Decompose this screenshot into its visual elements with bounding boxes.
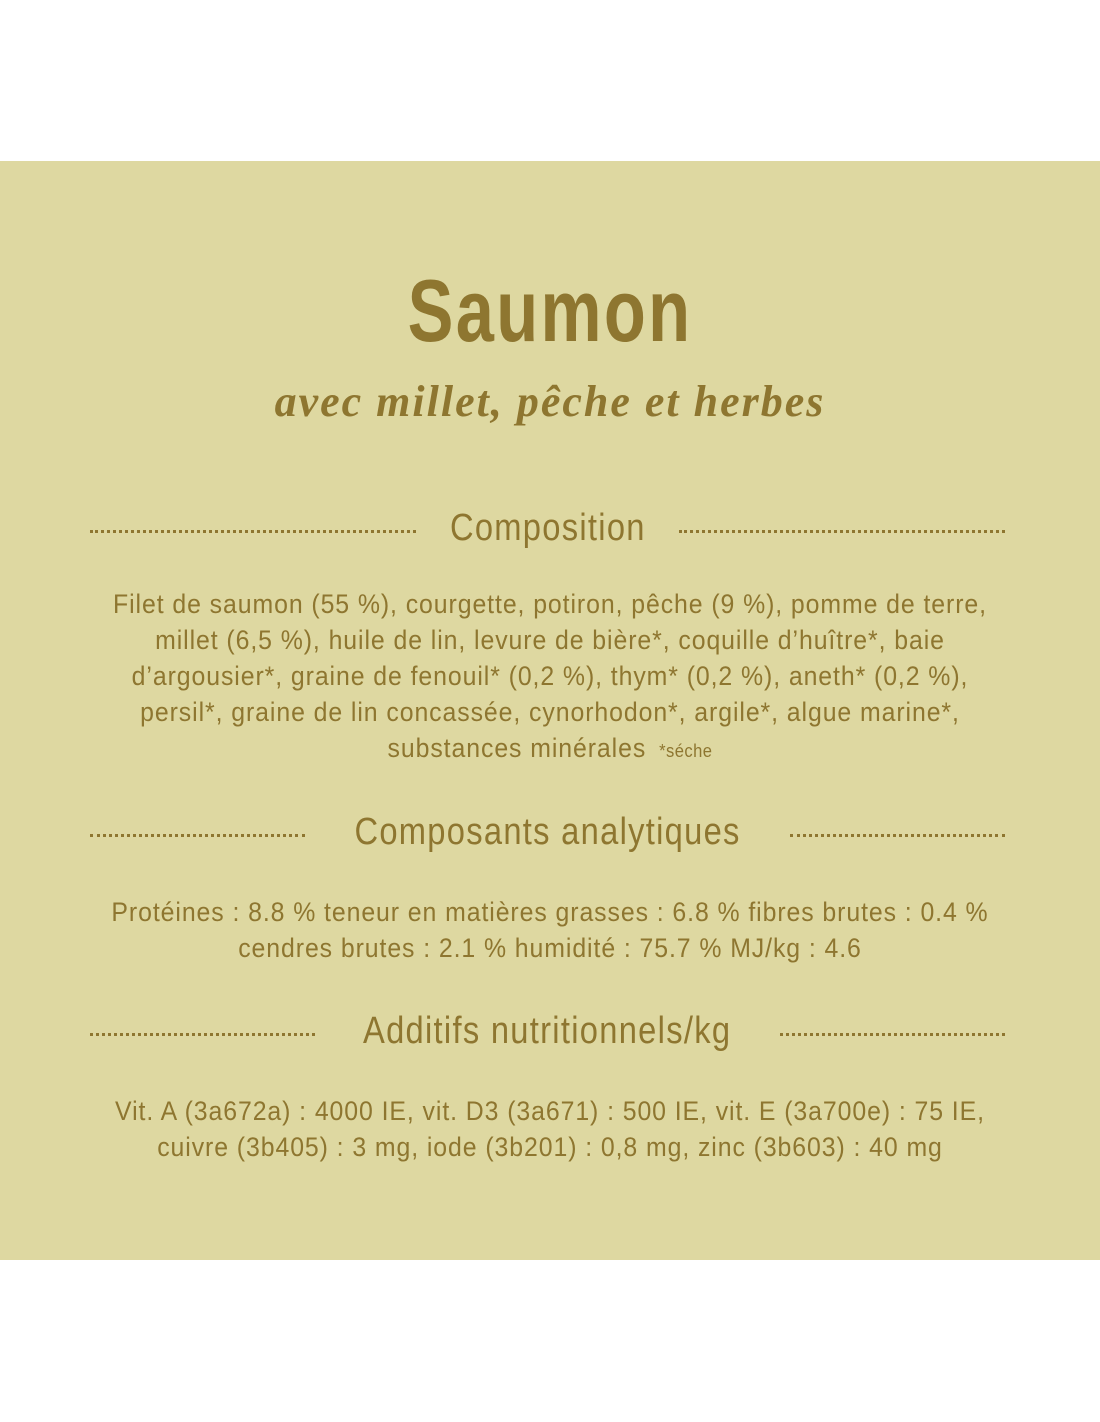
dotted-rule-left bbox=[90, 530, 416, 533]
composition-line: persil*, graine de lin concassée, cynorhodon*, argile*, algue marine*, bbox=[140, 697, 960, 727]
composition-line-last bbox=[81, 730, 1019, 769]
analytical-text bbox=[40, 894, 1060, 966]
dotted-rule-left bbox=[90, 834, 305, 837]
additives-line: Vit. A (3a672a) : 4000 IE, vit. D3 (3a671) : 500 IE, vit. E (3a700e) : 75 IE, bbox=[115, 1096, 985, 1126]
product-info-panel bbox=[0, 161, 1100, 1260]
dotted-rule-right bbox=[790, 834, 1005, 837]
product-subtitle: avec millet, pêche et herbes bbox=[274, 377, 826, 426]
additives-text bbox=[40, 1093, 1060, 1165]
composition-line: millet (6,5 %), huile de lin, levure de bière*, coquille d’huître*, baie bbox=[155, 625, 945, 655]
additives-heading-label: Additifs nutritionnels/kg bbox=[363, 1010, 732, 1052]
composition-line: Filet de saumon (55 %), courgette, potiron, pêche (9 %), pomme de terre, bbox=[113, 589, 987, 619]
dotted-rule-right bbox=[679, 530, 1005, 533]
composition-text bbox=[40, 586, 1060, 769]
composition-line: substances minérales bbox=[387, 733, 647, 763]
composition-line: d’argousier*, graine de fenouil* (0,2 %), thym* (0,2 %), aneth* (0,2 %), bbox=[131, 661, 969, 691]
dotted-rule-left bbox=[90, 1033, 315, 1036]
analytical-heading-label: Composants analytiques bbox=[354, 811, 741, 853]
analytical-heading bbox=[90, 807, 1005, 857]
additives-line: cuivre (3b405) : 3 mg, iode (3b201) : 0,8 mg, zinc (3b603) : 40 mg bbox=[157, 1132, 943, 1162]
product-title: Saumon bbox=[407, 261, 693, 360]
analytical-line: Protéines : 8.8 % teneur en matières grasses : 6.8 % fibres brutes : 0.4 % bbox=[111, 897, 989, 927]
analytical-line: cendres brutes : 2.1 % humidité : 75.7 % MJ/kg : 4.6 bbox=[238, 933, 862, 963]
composition-footnote: *séche bbox=[659, 741, 713, 761]
additives-heading bbox=[90, 1006, 1005, 1056]
composition-heading-label: Composition bbox=[449, 507, 646, 549]
dotted-rule-right bbox=[780, 1033, 1005, 1036]
composition-heading bbox=[90, 503, 1005, 553]
